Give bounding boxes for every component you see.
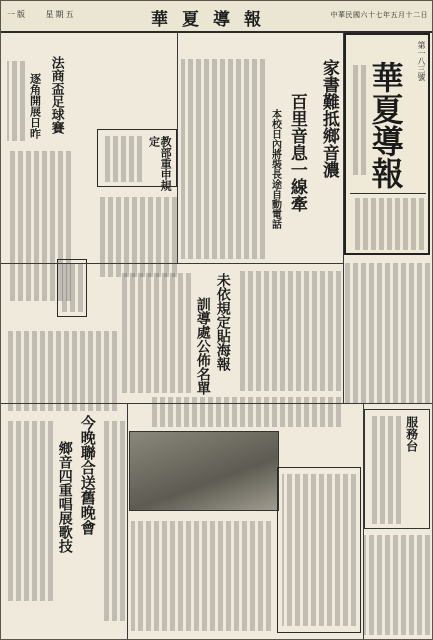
poster-headline-1: 未依規定貼海報 xyxy=(214,273,231,371)
poster-article-text xyxy=(237,271,341,391)
regulation-text xyxy=(102,136,142,182)
divider-v2 xyxy=(177,31,178,263)
concert-article-text xyxy=(7,421,53,601)
concert-headline-1: 今晚聯合送舊晚會 xyxy=(78,415,97,535)
service-desk-box xyxy=(364,409,430,529)
concert-headline-2: 鄉音四重唱展歌技 xyxy=(56,441,73,553)
divider-v4 xyxy=(363,403,364,639)
divider-v3 xyxy=(127,403,128,639)
page-info xyxy=(7,9,90,20)
recruit-text xyxy=(61,264,83,312)
sports-article-text xyxy=(7,61,25,141)
service-desk-text xyxy=(369,416,401,524)
regulation-article-text xyxy=(97,197,177,277)
left-middle-article-text xyxy=(7,331,117,411)
bottom-middle-article-text xyxy=(131,521,271,631)
date-line: 中華民國六十七年五月十二日 xyxy=(330,11,428,19)
concert-article-text-2 xyxy=(101,421,125,621)
recruit-box xyxy=(57,259,87,317)
staff-text xyxy=(352,198,424,250)
weekday-label: 星期五 xyxy=(45,10,76,19)
top-header-band xyxy=(1,1,432,33)
poster-headline-2: 訓導處公佈名單 xyxy=(194,297,211,395)
service-desk-title: 服務台 xyxy=(404,416,419,452)
regulation-box xyxy=(97,129,177,191)
masthead-logo: 華夏導報 xyxy=(366,61,405,189)
page-label: 一版 xyxy=(7,10,27,19)
regulation-headline: 教部重申規定 xyxy=(147,136,173,191)
top-paper-name: 華夏導報 xyxy=(151,10,275,30)
bottom-right-article-text xyxy=(364,535,430,635)
masthead-box xyxy=(344,33,430,255)
sports-subheadline: 逐角開展日昨 xyxy=(28,73,42,139)
schedule-box xyxy=(277,467,361,633)
right-column-text xyxy=(344,263,430,403)
main-headline-2: 百里音息一線牽 xyxy=(286,93,307,212)
issue-number: 第一八三號 xyxy=(417,41,426,81)
photo-caption-area xyxy=(151,397,341,427)
news-photo xyxy=(129,431,279,511)
divider-h2 xyxy=(1,403,432,404)
main-headline-1: 家書難抵鄉音濃 xyxy=(318,59,339,178)
schedule-text xyxy=(282,474,356,626)
publisher-info xyxy=(352,65,366,175)
sports-headline: 法商盃足球賽 xyxy=(48,56,64,134)
poster-article-text-2 xyxy=(121,273,191,393)
main-subheadline: 本校日內將裝長途自動電話 xyxy=(269,109,281,229)
main-article-text xyxy=(181,59,265,259)
divider-h1 xyxy=(1,263,343,264)
divider-v1 xyxy=(343,31,344,403)
staff-box xyxy=(350,193,426,253)
